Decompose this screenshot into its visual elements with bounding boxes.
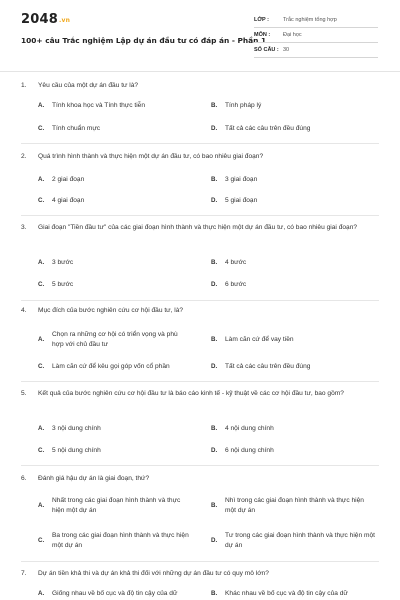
option-b[interactable] xyxy=(211,589,375,599)
option-text: 4 giai đoạn xyxy=(52,197,85,204)
page-header xyxy=(0,0,400,66)
option-letter: A. xyxy=(38,590,45,597)
option-letter: B. xyxy=(211,336,218,343)
meta-value: 30 xyxy=(283,47,290,53)
option-c[interactable] xyxy=(38,362,202,372)
question-stem xyxy=(21,569,381,579)
option-text: Làm căn cứ để vay tiền xyxy=(225,336,294,343)
option-letter: B. xyxy=(211,176,218,183)
option-a[interactable] xyxy=(38,258,202,268)
option-text: Tính khoa học và Tính thực tiễn xyxy=(52,102,145,109)
question-6 xyxy=(21,474,381,484)
option-letter: A. xyxy=(38,259,45,266)
option-text: Tất cả các câu trên đều đúng xyxy=(225,125,311,132)
question-number: 3. xyxy=(21,224,27,231)
option-a[interactable] xyxy=(38,175,202,185)
option-b[interactable] xyxy=(211,258,375,268)
meta-value: Trắc nghiệm tổng hợp xyxy=(283,17,337,23)
question-4 xyxy=(21,306,381,316)
option-text: 5 nội dung chính xyxy=(52,447,101,454)
option-d[interactable] xyxy=(211,196,375,206)
option-a[interactable] xyxy=(38,424,202,434)
question-stem xyxy=(21,223,381,233)
question-separator xyxy=(21,381,379,382)
site-logo[interactable] xyxy=(21,12,70,27)
question-text: Kết quả của bước nghiên cứu cơ hội đầu tư là báo cáo kinh tế - kỹ thuật về các cơ hội đầu tư, bao gồm? xyxy=(38,390,344,397)
option-letter: A. xyxy=(38,425,45,432)
option-letter: C. xyxy=(38,125,45,132)
option-c[interactable] xyxy=(38,124,202,134)
logo-tld: .vn xyxy=(58,17,71,24)
option-text: 5 giai đoạn xyxy=(225,197,258,204)
option-text: Tính chuẩn mực xyxy=(52,125,101,132)
option-text: 6 bước xyxy=(225,281,247,288)
option-letter: C. xyxy=(38,537,45,544)
option-text: Làm căn cứ để kêu gọi góp vốn cổ phần xyxy=(52,363,170,370)
question-2 xyxy=(21,152,381,162)
option-text: 3 nội dung chính xyxy=(52,425,101,432)
option-text: 3 giai đoạn xyxy=(225,176,258,183)
option-c[interactable] xyxy=(38,280,202,290)
meta-value: Đại học xyxy=(283,32,302,38)
question-5 xyxy=(21,389,381,399)
meta-key: MÔN : xyxy=(254,32,271,38)
question-stem xyxy=(21,152,381,162)
question-stem xyxy=(21,474,381,484)
question-number: 5. xyxy=(21,390,27,397)
question-separator xyxy=(21,215,379,216)
option-text: 5 bước xyxy=(52,281,74,288)
question-separator xyxy=(21,300,379,301)
option-d[interactable] xyxy=(211,280,375,290)
option-text: Ba trong các giai đoạn hình thành và thực hiện một dự án xyxy=(52,532,189,549)
question-text: Dự án tiền khả thi và dự án khả thi đối với những dự án đầu tư có quy mô lớn? xyxy=(38,570,269,577)
option-text: Tính pháp lý xyxy=(225,102,262,109)
option-c[interactable] xyxy=(38,531,192,551)
option-letter: D. xyxy=(211,197,218,204)
question-number: 2. xyxy=(21,153,27,160)
option-letter: A. xyxy=(38,176,45,183)
option-text: Giống nhau về bố cục và độ tin cậy của dữ xyxy=(52,590,178,597)
option-letter: B. xyxy=(211,590,218,597)
option-text: Khác nhau về bố cục và độ tin cậy của dữ xyxy=(225,590,348,597)
option-b[interactable] xyxy=(211,424,375,434)
option-b[interactable] xyxy=(211,101,375,111)
option-letter: C. xyxy=(38,197,45,204)
question-number: 7. xyxy=(21,570,27,577)
option-b[interactable] xyxy=(211,335,375,345)
option-letter: B. xyxy=(211,502,218,509)
question-text: Quá trình hình thành và thực hiện một dự án đầu tư, có bao nhiêu giai đoạn? xyxy=(38,153,264,160)
option-letter: B. xyxy=(211,425,218,432)
question-number: 4. xyxy=(21,307,27,314)
option-letter: D. xyxy=(211,125,218,132)
option-letter: D. xyxy=(211,537,218,544)
option-d[interactable] xyxy=(211,531,375,551)
meta-key: LỚP : xyxy=(254,17,269,23)
option-text: Nhất trong các giai đoạn hình thành và thực hiện một dự án xyxy=(52,497,181,514)
meta-key: SỐ CÂU : xyxy=(254,47,279,53)
question-text: Đánh giá hậu dự án là giai đoạn, thứ? xyxy=(38,475,150,482)
option-d[interactable] xyxy=(211,362,375,372)
option-c[interactable] xyxy=(38,196,202,206)
option-letter: C. xyxy=(38,363,45,370)
option-letter: A. xyxy=(38,502,45,509)
question-text: Yêu cầu của một dự án đầu tư là? xyxy=(38,82,139,89)
logo-main: 2048 xyxy=(21,12,58,27)
option-letter: D. xyxy=(211,281,218,288)
question-3 xyxy=(21,223,381,233)
document-title: 100+ câu Trắc nghiệm Lập dự án đầu tư có đáp án - Phần 1 xyxy=(21,36,267,45)
meta-subject xyxy=(254,29,378,43)
option-letter: B. xyxy=(211,102,218,109)
question-stem xyxy=(21,306,381,316)
question-separator xyxy=(21,143,379,144)
option-text: 6 nội dung chính xyxy=(225,447,274,454)
question-stem xyxy=(21,81,381,91)
question-number: 6. xyxy=(21,475,27,482)
option-c[interactable] xyxy=(38,446,202,456)
option-a[interactable] xyxy=(38,589,202,599)
question-7 xyxy=(21,569,381,579)
option-letter: C. xyxy=(38,447,45,454)
question-number: 1. xyxy=(21,82,27,89)
meta-count xyxy=(254,44,378,58)
option-text: 3 bước xyxy=(52,259,74,266)
option-text: Nhì trong các giai đoạn hình thành và thực hiện một dự án xyxy=(225,497,364,514)
meta-class xyxy=(254,14,378,28)
option-letter: C. xyxy=(38,281,45,288)
option-text: 4 bước xyxy=(225,259,247,266)
option-text: 2 giai đoạn xyxy=(52,176,85,183)
option-text: Chọn ra những cơ hội có triển vọng và phù hợp với chủ đầu tư xyxy=(52,331,178,348)
question-text: Giai đoạn "Tiền đầu tư" của các giai đoạn hình thành và thực hiện một dự án đầu tư, có bao nhiêu giai đoạn? xyxy=(38,224,358,231)
option-text: Tư trong các giai đoạn hình thành và thực hiện một dự án xyxy=(225,532,375,549)
question-stem xyxy=(21,389,381,399)
option-letter: A. xyxy=(38,102,45,109)
question-separator xyxy=(21,561,379,562)
option-b[interactable] xyxy=(211,175,375,185)
question-text: Mục đích của bước nghiên cứu cơ hội đầu tư, là? xyxy=(38,307,184,314)
header-divider xyxy=(0,71,400,72)
option-d[interactable] xyxy=(211,446,375,456)
option-a[interactable] xyxy=(38,101,202,111)
question-separator xyxy=(21,465,379,466)
option-text: 4 nội dung chính xyxy=(225,425,274,432)
option-letter: D. xyxy=(211,447,218,454)
option-a[interactable] xyxy=(38,496,192,516)
option-letter: A. xyxy=(38,336,45,343)
option-a[interactable] xyxy=(38,330,190,350)
question-1 xyxy=(21,81,381,91)
option-letter: D. xyxy=(211,363,218,370)
option-d[interactable] xyxy=(211,124,375,134)
option-letter: B. xyxy=(211,259,218,266)
option-text: Tất cả các câu trên đều đúng xyxy=(225,363,311,370)
option-b[interactable] xyxy=(211,496,375,516)
